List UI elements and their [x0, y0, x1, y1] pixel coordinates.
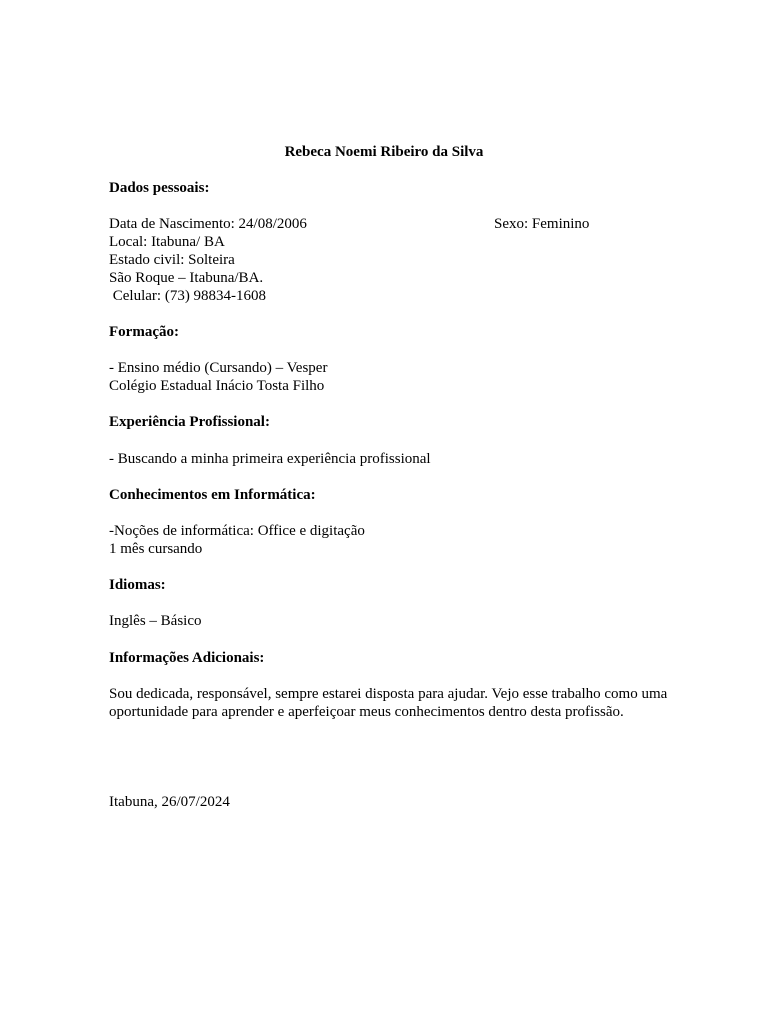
- address: São Roque – Itabuna/BA.: [109, 270, 264, 286]
- experience-line-1: - Buscando a minha primeira experiência profissional: [109, 451, 431, 467]
- languages-heading: Idiomas:: [109, 577, 166, 593]
- sex: Sexo: Feminino: [494, 216, 590, 232]
- education-heading: Formação:: [109, 324, 179, 340]
- place-date: Itabuna, 26/07/2024: [109, 794, 230, 810]
- computing-line-2: 1 mês cursando: [109, 541, 203, 557]
- computing-heading: Conhecimentos em Informática:: [109, 487, 316, 503]
- education-line-1: - Ensino médio (Cursando) – Vesper: [109, 360, 328, 376]
- education-line-2: Colégio Estadual Inácio Tosta Filho: [109, 378, 325, 394]
- languages-line-1: Inglês – Básico: [109, 613, 202, 629]
- local: Local: Itabuna/ BA: [109, 234, 225, 250]
- personal-heading: Dados pessoais:: [109, 180, 210, 196]
- civil-status: Estado civil: Solteira: [109, 252, 235, 268]
- computing-line-1: -Noções de informática: Office e digitação: [109, 523, 365, 539]
- additional-text: Sou dedicada, responsável, sempre estarei disposta para ajudar. Vejo esse trabalho como uma oportunidade para aprender e aperfeiçoar meus conhecimentos dentro desta profissão.: [109, 686, 668, 720]
- experience-heading: Experiência Profissional:: [109, 414, 270, 430]
- birth-date: Data de Nascimento: 24/08/2006: [109, 216, 307, 232]
- additional-heading: Informações Adicionais:: [109, 650, 265, 666]
- resume-title: Rebeca Noemi Ribeiro da Silva: [284, 144, 484, 160]
- phone: Celular: (73) 98834-1608: [109, 288, 267, 304]
